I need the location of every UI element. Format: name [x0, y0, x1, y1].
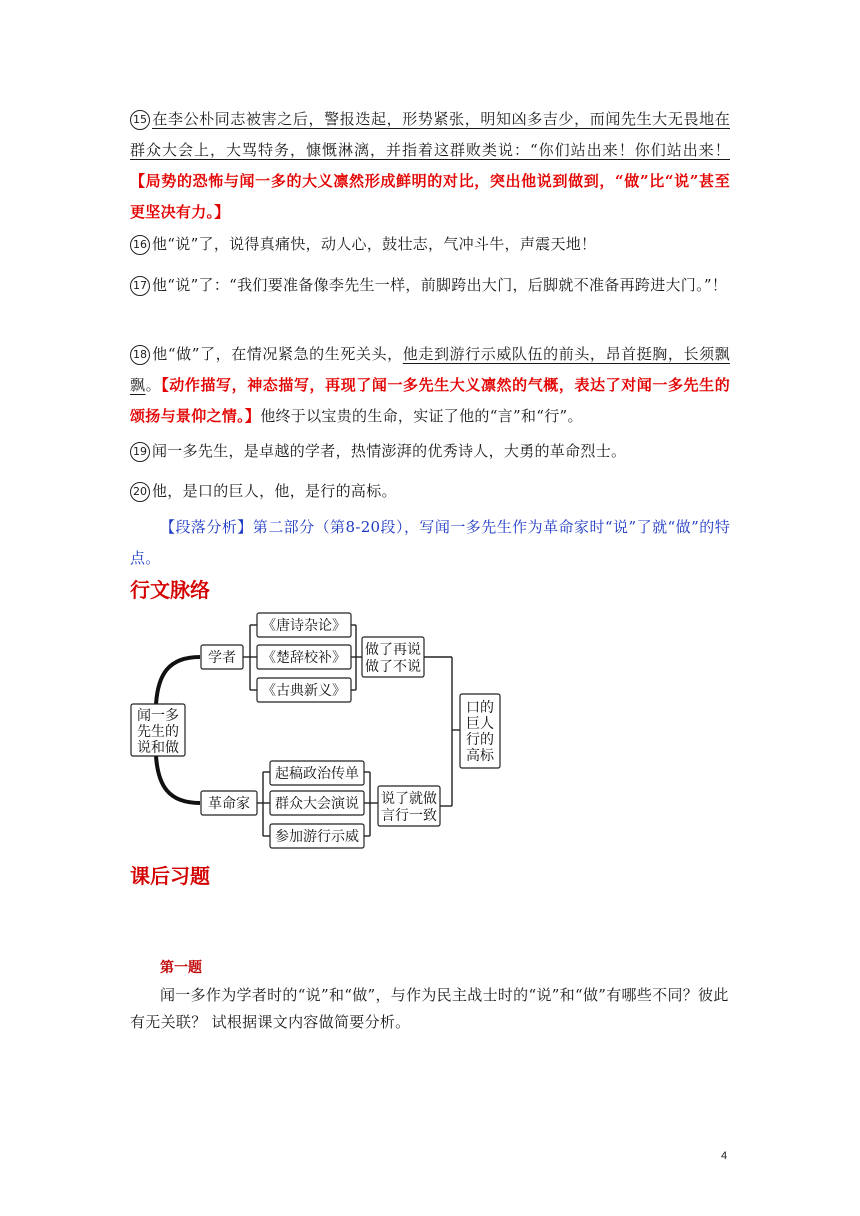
- paragraph-19: [130, 436, 730, 467]
- conclusion-line-1: 口的: [466, 700, 494, 716]
- revolutionary-summary-line-2: 言行一致: [381, 808, 437, 824]
- section-heading-structure: 行文脉络: [130, 578, 210, 602]
- paragraph-number: 17: [130, 276, 150, 296]
- question-title: 第一题: [160, 960, 202, 976]
- paragraph-15: [130, 104, 730, 228]
- root-line-1: 闻一多: [137, 708, 179, 724]
- page-number: 4: [721, 1150, 728, 1162]
- conclusion-line-4: 高标: [466, 748, 494, 764]
- action-label: 起稿政治传单: [275, 766, 359, 782]
- annotation-note: 【局势的恐怖与闻一多的大义凛然形成鲜明的对比，突出他说到做到，“做”比“说”甚至更坚决有力。】: [130, 172, 730, 221]
- work-label: 《古典新义》: [262, 683, 346, 699]
- question-body: 闻一多作为学者时的“说”和“做”，与作为民主战士时的“说”和“做”有哪些不同？彼此有无关联？ 试根据课文内容做简要分析。: [130, 986, 729, 1031]
- paragraph-number: 19: [130, 442, 150, 462]
- paragraph-number: 18: [130, 345, 150, 365]
- root-line-3: 说和做: [137, 740, 179, 756]
- conclusion-line-3: 行的: [466, 732, 494, 748]
- conclusion-line-2: 巨人: [466, 716, 494, 732]
- underlined-text: 在李公朴同志被害之后，警报迭起，形势紧张，明知凶多吉少，而闻先生大无畏地在群众大会上，大骂特务，慷慨淋漓，并指着这群败类说：“你们站出来！你们站出来！: [130, 110, 730, 159]
- paragraph-text: 他终于以宝贵的生命，实证了他的“言”和“行”。: [260, 407, 583, 425]
- paragraph-text: 。: [145, 376, 162, 394]
- bracket-curve: [156, 756, 200, 803]
- revolutionary-summary-line-1: 说了就做: [381, 791, 437, 807]
- underlined-text: 他走到游行示威队伍的前头，昂首挺胸，长须飘飘: [130, 345, 730, 394]
- paragraph-text: 他，是口的巨人，他，是行的高标。: [152, 482, 397, 500]
- paragraph-text: 闻一多先生，是卓越的学者，热情澎湃的优秀诗人，大勇的革命烈士。: [152, 442, 627, 460]
- paragraph-16: [130, 229, 730, 260]
- scholar-label: 学者: [208, 650, 236, 666]
- action-label: 参加游行示威: [275, 829, 359, 845]
- paragraph-analysis: 【段落分析】第二部分（第8-20段），写闻一多先生作为革命家时“说”了就“做”的特点。: [130, 518, 730, 567]
- bracket-curve: [156, 657, 200, 704]
- work-label: 《楚辞校补》: [262, 650, 346, 666]
- work-label: 《唐诗杂论》: [262, 618, 346, 634]
- action-label: 群众大会演说: [275, 796, 359, 812]
- paragraph-text: 他“说”了，说得真痛快，动人心，鼓壮志，气冲斗牛，声震天地！: [152, 235, 597, 253]
- revolutionary-label: 革命家: [208, 796, 250, 812]
- scholar-summary-line-2: 做了不说: [365, 659, 421, 675]
- paragraph-number: 16: [130, 235, 150, 255]
- paragraph-18: [130, 339, 730, 432]
- section-heading-exercises: 课后习题: [130, 864, 210, 888]
- structure-diagram: [0, 600, 860, 860]
- paragraph-number: 20: [130, 482, 150, 502]
- paragraph-17: [130, 270, 730, 301]
- paragraph-20: [130, 476, 730, 507]
- annotation-note: 【动作描写，神态描写，再现了闻一多先生大义凛然的气概，表达了对闻一多先生的颂扬与景仰之情。】: [130, 376, 730, 425]
- root-line-2: 先生的: [137, 724, 179, 740]
- paragraph-text: 他“说”了：“我们要准备像李先生一样，前脚跨出大门，后脚就不准备再跨进大门。”！: [152, 276, 728, 294]
- paragraph-text: 他“做”了，在情况紧急的生死关头，: [152, 345, 403, 363]
- paragraph-number: 15: [130, 110, 150, 130]
- scholar-summary-line-1: 做了再说: [365, 642, 421, 658]
